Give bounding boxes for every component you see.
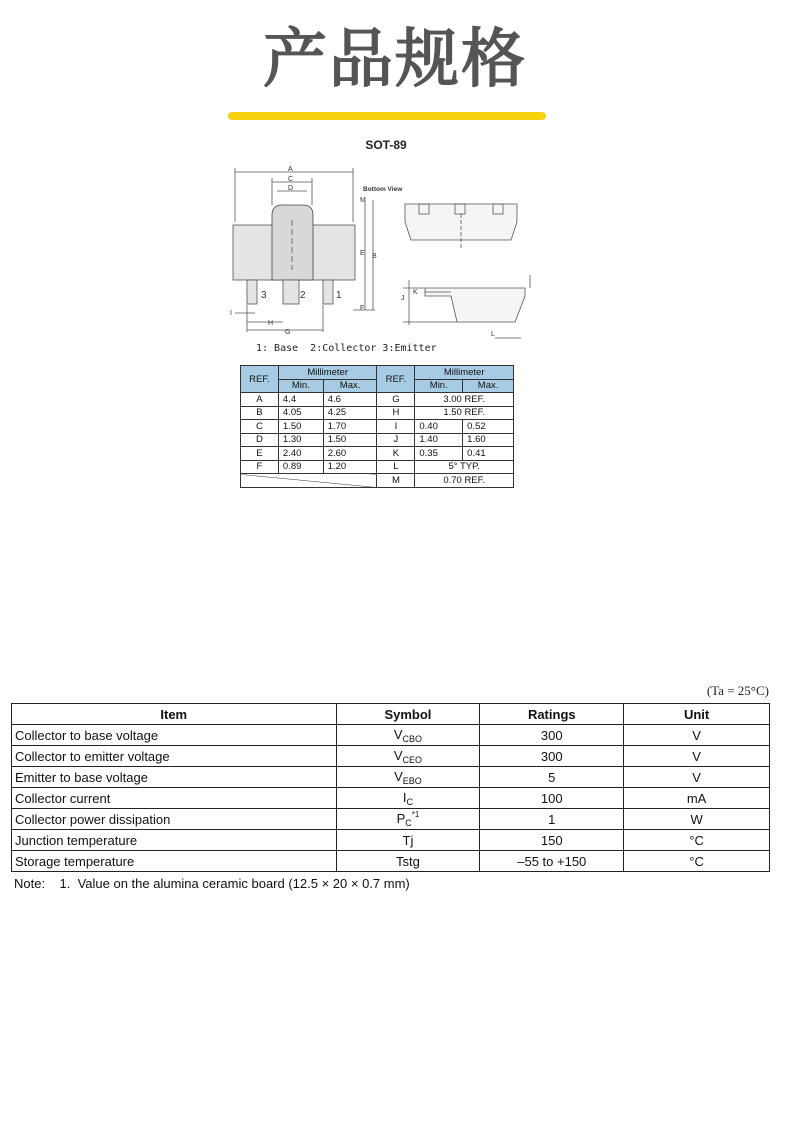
pin-number-3: 3	[261, 290, 267, 301]
ref-cell: L	[377, 460, 415, 474]
dimension-table	[240, 365, 514, 488]
max-cell: 1.20	[323, 460, 377, 474]
unit-header: Unit	[624, 704, 770, 725]
ref-cell: K	[377, 447, 415, 461]
symbol-cell: $V_{EBO}$	[336, 767, 480, 788]
symbol-cell: Tstg	[336, 851, 480, 872]
ref-cell: E	[241, 447, 279, 461]
symbol-cell: $V_{CEO}$	[336, 746, 480, 767]
value-cell: 5	[480, 767, 624, 788]
table-row	[241, 406, 514, 420]
value-cell: 150	[480, 830, 624, 851]
table-row	[12, 788, 770, 809]
min-cell: 2.40	[278, 447, 323, 461]
ref-cell: M	[377, 474, 415, 488]
dim-label-k: K	[413, 289, 418, 296]
table-row	[12, 809, 770, 830]
ratings-header: Ratings	[480, 704, 624, 725]
symbol-header: Symbol	[336, 704, 480, 725]
max-cell: 4.6	[323, 393, 377, 407]
value-cell: 3.00 REF.	[415, 393, 514, 407]
table-row	[241, 460, 514, 474]
table-header-row	[241, 366, 514, 380]
unit-cell: mA	[624, 788, 770, 809]
min-cell: 4.4	[278, 393, 323, 407]
dim-label-f: F	[360, 305, 365, 312]
max-cell: 1.60	[463, 433, 514, 447]
item-cell: Junction temperature	[12, 830, 337, 851]
unit-cell: V	[624, 746, 770, 767]
footnote: Note: 1. Value on the alumina ceramic board (12.5 × 20 × 0.7 mm)	[14, 876, 410, 891]
min-header: Min.	[278, 379, 323, 393]
value-cell: 100	[480, 788, 624, 809]
unit-cell: V	[624, 725, 770, 746]
ref-header: REF.	[241, 366, 279, 393]
item-cell: Storage temperature	[12, 851, 337, 872]
table-row	[12, 725, 770, 746]
ref-cell: I	[377, 420, 415, 434]
min-cell: 4.05	[278, 406, 323, 420]
item-cell: Collector to base voltage	[12, 725, 337, 746]
value-cell: 0.70 REF.	[415, 474, 514, 488]
value-cell: 1	[480, 809, 624, 830]
table-row	[12, 746, 770, 767]
value-cell: 5° TYP.	[415, 460, 514, 474]
dim-label-j: J	[401, 295, 405, 302]
table-row	[12, 851, 770, 872]
unit-cell: V	[624, 767, 770, 788]
value-cell: 1.50 REF.	[415, 406, 514, 420]
value-cell: –55 to +150	[480, 851, 624, 872]
table-row	[241, 433, 514, 447]
min-cell: 0.35	[415, 447, 463, 461]
max-cell: 1.50	[323, 433, 377, 447]
symbol-cell: Tj	[336, 830, 480, 851]
ref-cell: D	[241, 433, 279, 447]
ref-cell: C	[241, 420, 279, 434]
pin-caption: 1: Base 2:Collector 3:Emitter	[256, 343, 437, 354]
min-cell: 0.89	[278, 460, 323, 474]
dim-label-e: E	[360, 250, 365, 257]
table-row	[12, 830, 770, 851]
dim-label-c: C	[288, 176, 294, 183]
pin-number-2: 2	[300, 290, 306, 301]
item-cell: Collector current	[12, 788, 337, 809]
ref-cell: G	[377, 393, 415, 407]
table-row	[241, 474, 514, 488]
min-cell: 1.50	[278, 420, 323, 434]
max-cell: 0.41	[463, 447, 514, 461]
max-cell: 2.60	[323, 447, 377, 461]
min-cell: 0.40	[415, 420, 463, 434]
title-underline	[228, 112, 546, 120]
page-title: 产品规格	[263, 23, 527, 97]
max-cell: 4.25	[323, 406, 377, 420]
dim-label-g: G	[285, 329, 291, 336]
ref-cell: A	[241, 393, 279, 407]
ref-cell: F	[241, 460, 279, 474]
max-cell: 0.52	[463, 420, 514, 434]
empty-diagonal-cell	[241, 474, 377, 488]
pin-number-1: 1	[336, 290, 342, 301]
dim-label-d: D	[288, 185, 294, 192]
ref-header: REF.	[377, 366, 415, 393]
ref-cell: B	[241, 406, 279, 420]
min-cell: 1.30	[278, 433, 323, 447]
max-cell: 1.70	[323, 420, 377, 434]
dim-label-b: B	[372, 253, 377, 260]
unit-cell: °C	[624, 830, 770, 851]
dim-label-a: A	[288, 166, 293, 173]
package-outline-drawing	[225, 160, 545, 345]
min-cell: 1.40	[415, 433, 463, 447]
table-row	[241, 393, 514, 407]
symbol-cell: $V_{CBO}$	[336, 725, 480, 746]
max-header: Max.	[463, 379, 514, 393]
item-cell: Collector power dissipation	[12, 809, 337, 830]
item-header: Item	[12, 704, 337, 725]
table-header-row	[12, 704, 770, 725]
dim-label-i: I	[230, 310, 232, 317]
value-cell: 300	[480, 746, 624, 767]
unit-cell: W	[624, 809, 770, 830]
unit-cell: °C	[624, 851, 770, 872]
dim-label-h: H	[268, 320, 274, 327]
table-row	[241, 420, 514, 434]
dim-label-m: M	[360, 197, 366, 204]
max-header: Max.	[323, 379, 377, 393]
symbol-cell: $I_C$	[336, 788, 480, 809]
value-cell: 300	[480, 725, 624, 746]
table-row	[241, 447, 514, 461]
symbol-cell: $P_C^{*1}$	[336, 809, 480, 830]
table-row	[12, 767, 770, 788]
min-header: Min.	[415, 379, 463, 393]
package-name: SOT-89	[365, 138, 407, 152]
millimeter-header: Millimeter	[278, 366, 377, 380]
absolute-ratings-table	[11, 703, 770, 872]
bottom-view-label: Bottom View	[363, 186, 403, 193]
ref-cell: J	[377, 433, 415, 447]
dim-label-l: L	[491, 331, 495, 338]
millimeter-header: Millimeter	[415, 366, 514, 380]
ref-cell: H	[377, 406, 415, 420]
item-cell: Emitter to base voltage	[12, 767, 337, 788]
temperature-condition: (Ta = 25°C)	[706, 683, 769, 698]
item-cell: Collector to emitter voltage	[12, 746, 337, 767]
